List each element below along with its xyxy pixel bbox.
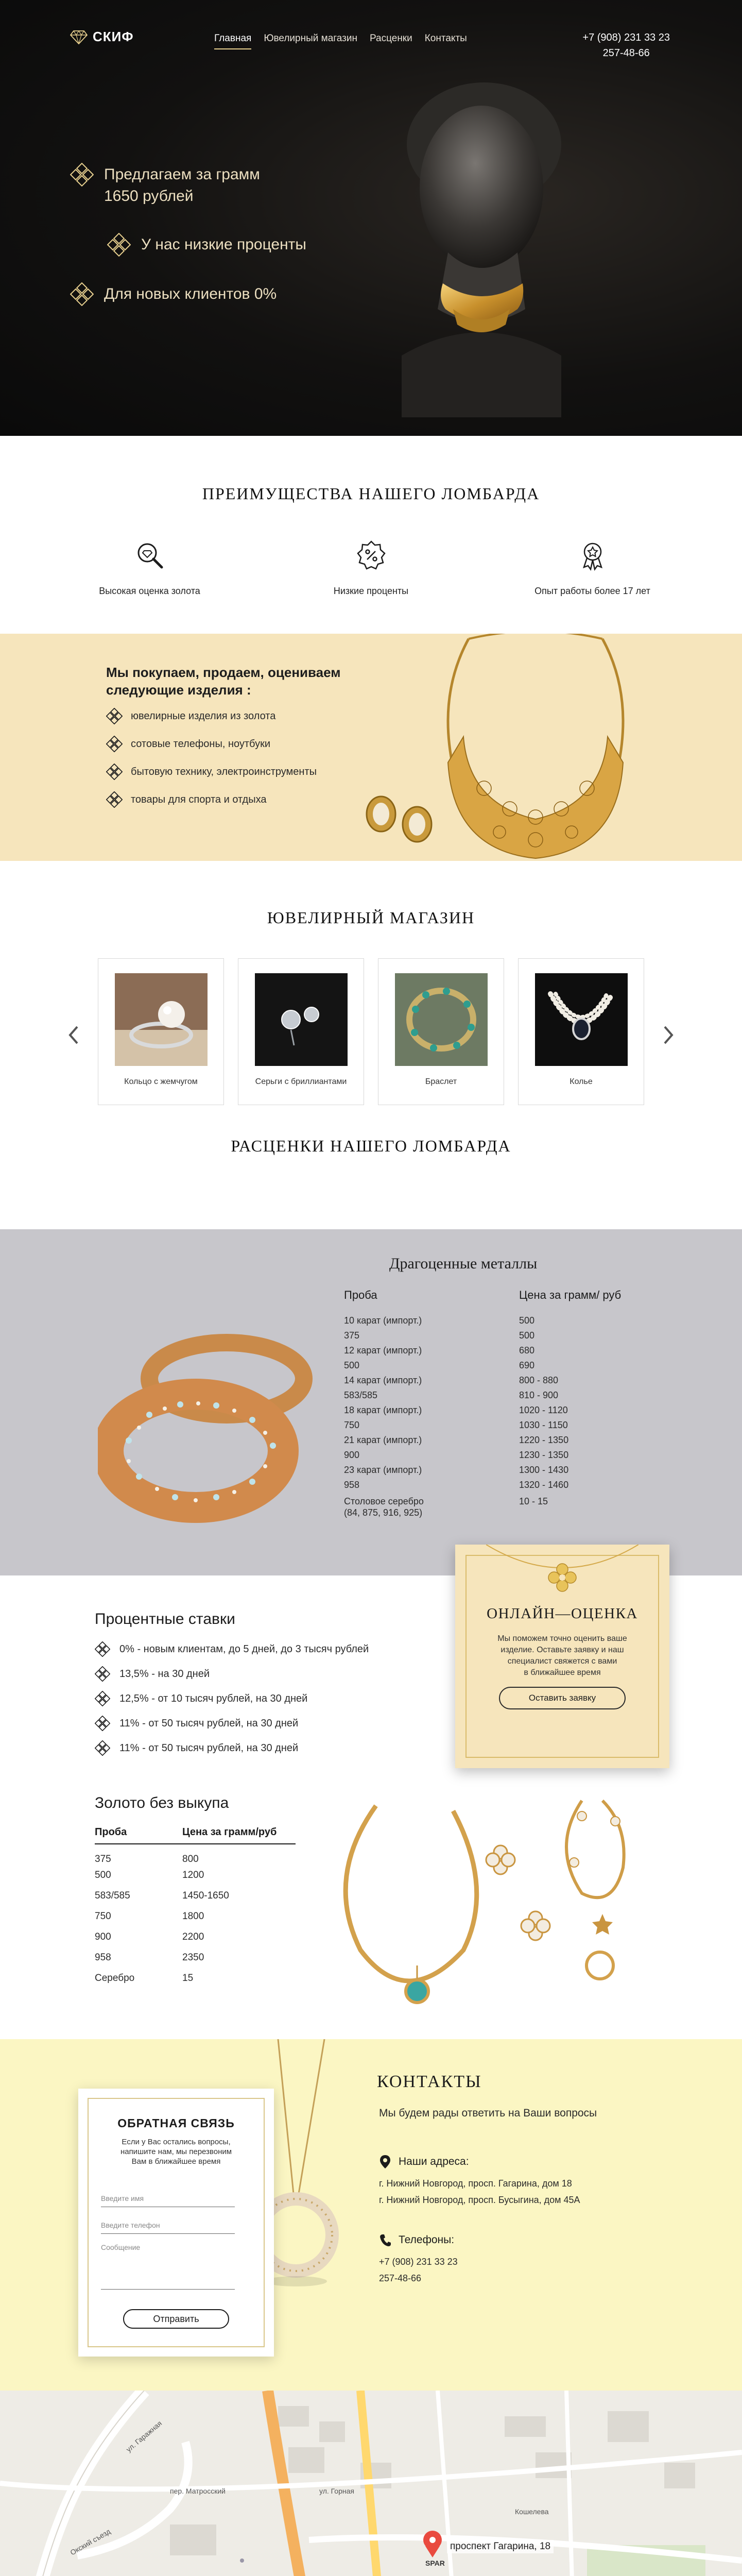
address-line: г. Нижний Новгород, просп. Бусыгина, дом 45А xyxy=(379,2195,580,2205)
list-item xyxy=(95,1716,369,1731)
diamond-earrings-image xyxy=(255,973,348,1066)
header-phones xyxy=(582,30,670,61)
table-cell: 23 карат (импорт.) xyxy=(344,1465,422,1475)
brand-name: СКИФ xyxy=(93,29,134,44)
map-label: пер. Матросский xyxy=(170,2487,226,2495)
pearl-ring-image xyxy=(115,973,208,1066)
list-item xyxy=(106,764,394,780)
online-evaluation-card xyxy=(455,1545,669,1768)
table-cell: 900 xyxy=(95,1931,111,1942)
gold-jewelry-set-image xyxy=(314,1785,654,2022)
table-cell: 2350 xyxy=(182,1952,204,1963)
gold-lace-necklace-image xyxy=(433,634,639,861)
table-row xyxy=(344,1330,621,1345)
map-pin-label: проспект Гагарина, 18 xyxy=(447,2540,554,2553)
table-cell: 15 xyxy=(182,1973,194,1984)
list-item xyxy=(106,791,394,808)
rhombus-ornament-icon xyxy=(95,1740,110,1756)
nav-home[interactable]: Главная xyxy=(214,33,251,49)
magnifier-gem-icon xyxy=(134,539,166,571)
map-label: ул. Гаражная xyxy=(124,2419,164,2454)
map-label: Кошелева xyxy=(515,2507,549,2516)
product-carousel xyxy=(0,958,742,1105)
online-evaluation-text-line2: изделие. Оставьте заявку и наш xyxy=(501,1646,624,1654)
map-stop-label: SPAR xyxy=(425,2559,445,2567)
list-item xyxy=(95,1691,369,1706)
table-row xyxy=(95,1865,296,1886)
table-row xyxy=(344,1480,621,1495)
buy-sell-title xyxy=(106,664,394,699)
table-cell: 12 карат (импорт.) xyxy=(344,1345,422,1355)
table-cell: 500 xyxy=(519,1330,535,1341)
list-item-label: 0% - новым клиентам, до 5 дней, до 3 тысяч рублей xyxy=(119,1643,369,1655)
map-pin-icon xyxy=(379,2155,391,2169)
precious-metals-section xyxy=(0,1229,742,1575)
chevron-left-icon[interactable] xyxy=(67,1025,80,1045)
main-menu xyxy=(214,33,467,49)
list-item-label: 13,5% - на 30 дней xyxy=(119,1668,210,1680)
metals-price-table xyxy=(344,1289,621,1518)
table-cell: 583/585 xyxy=(95,1890,130,1901)
list-item xyxy=(106,708,394,724)
product-card[interactable] xyxy=(238,958,364,1105)
rhombus-ornament-icon xyxy=(106,736,123,752)
advantages-section xyxy=(0,436,742,634)
phone-input[interactable] xyxy=(101,2216,235,2234)
rhombus-ornament-icon xyxy=(95,1666,110,1682)
advantage-low-rates xyxy=(309,539,433,597)
table-cell: 1200 xyxy=(182,1870,204,1880)
feedback-subtitle-line1: Если у Вас остались вопросы, xyxy=(122,2138,231,2146)
name-input[interactable] xyxy=(101,2190,235,2207)
rhombus-ornament-icon xyxy=(107,233,131,257)
top-navigation xyxy=(0,0,742,77)
table-cell: 690 xyxy=(519,1360,535,1370)
street-map[interactable] xyxy=(0,2391,742,2576)
table-row xyxy=(344,1465,621,1480)
product-name: Браслет xyxy=(425,1077,457,1086)
table-cell: 10 карат (импорт.) xyxy=(344,1315,422,1326)
advantage-label: Низкие проценты xyxy=(333,586,409,596)
table-cell: 1020 - 1120 xyxy=(519,1405,568,1415)
rhombus-ornament-icon xyxy=(106,708,123,724)
advantage-label: Высокая оценка золота xyxy=(99,586,200,596)
column-header-price: Цена за грамм/ руб xyxy=(519,1289,622,1301)
table-cell: 958 xyxy=(344,1480,360,1490)
nav-contacts[interactable]: Контакты xyxy=(424,33,467,44)
table-row xyxy=(344,1345,621,1360)
online-evaluation-text-line3: специалист свяжется с вами xyxy=(507,1657,617,1666)
table-cell: 1450-1650 xyxy=(182,1890,229,1901)
bust-with-gold-necklace-image xyxy=(371,67,587,417)
phone-line[interactable]: +7 (908) 231 33 23 xyxy=(379,2257,458,2267)
table-cell: 800 - 880 xyxy=(519,1375,559,1385)
phone-line[interactable]: 257-48-66 xyxy=(379,2273,422,2283)
table-row xyxy=(344,1405,621,1420)
online-evaluation-text xyxy=(471,1633,654,1679)
product-card[interactable] xyxy=(518,958,644,1105)
table-cell: 500 xyxy=(95,1870,111,1880)
table-cell: 958 xyxy=(95,1952,111,1963)
rhombus-ornament-icon xyxy=(95,1716,110,1731)
hero-offers xyxy=(70,164,379,333)
list-item-label: товары для спорта и отдыха xyxy=(131,793,267,805)
contacts-title: КОНТАКТЫ xyxy=(377,2072,482,2091)
table-row xyxy=(344,1450,621,1465)
column-header-price: Цена за грамм/руб xyxy=(182,1826,296,1844)
product-name: Серьги с бриллиантами xyxy=(255,1077,347,1086)
buy-sell-text xyxy=(106,664,394,819)
rhombus-ornament-icon xyxy=(95,1691,110,1706)
jewelry-shop-section xyxy=(0,861,742,1126)
table-cell: 1030 - 1150 xyxy=(519,1420,568,1430)
table-cell: Серебро xyxy=(95,1973,135,1984)
feedback-form xyxy=(78,2089,274,2357)
hero-offer-low-rates xyxy=(107,234,379,257)
product-name: Кольцо с жемчугом xyxy=(124,1077,198,1086)
rates-title: Процентные ставки xyxy=(95,1611,235,1628)
list-item-label: 11% - от 50 тысяч рублей, на 30 дней xyxy=(119,1742,299,1754)
table-cell: 375 xyxy=(344,1330,360,1341)
table-row xyxy=(95,1927,296,1947)
list-item xyxy=(106,736,394,752)
header-phone-mobile[interactable]: +7 (908) 231 33 23 xyxy=(582,32,670,43)
list-item-label: ювелирные изделия из золота xyxy=(131,710,276,722)
phone-icon xyxy=(379,2233,391,2247)
table-row xyxy=(95,1968,296,1989)
hero-offer-new-clients xyxy=(70,283,379,306)
jewelry-shop-title: ЮВЕЛИРНЫЙ МАГАЗИН xyxy=(267,908,475,927)
hero-offer-price-line1: Предлагаем за грамм xyxy=(104,166,260,183)
contacts-subtitle: Мы будем рады ответить на Ваши вопросы xyxy=(379,2107,597,2119)
nav-prices[interactable]: Расценки xyxy=(369,33,412,44)
online-evaluation-title: ОНЛАЙН—ОЦЕНКА xyxy=(487,1605,638,1622)
gold-title: Золото без выкупа xyxy=(95,1794,229,1811)
column-header-probe: Проба xyxy=(95,1826,182,1844)
list-item-label: бытовую технику, электроинструменты xyxy=(131,766,317,777)
advantages-list xyxy=(0,539,742,597)
rhombus-ornament-icon xyxy=(70,282,94,306)
table-cell: 680 xyxy=(519,1345,535,1355)
rates-list xyxy=(95,1641,369,1765)
nav-jewelry-shop[interactable]: Ювелирный магазин xyxy=(264,33,357,44)
metals-title: Драгоценные металлы xyxy=(389,1255,538,1272)
table-cell: 1230 - 1350 xyxy=(519,1450,569,1460)
table-row xyxy=(95,1844,296,1865)
gemstone-bracelet-image xyxy=(395,973,488,1066)
addresses-block xyxy=(379,2155,580,2208)
table-cell: 500 xyxy=(344,1360,360,1370)
list-item xyxy=(95,1740,369,1756)
gold-price-table xyxy=(95,1826,296,1989)
table-cell: 750 xyxy=(344,1420,360,1430)
online-evaluation-text-line1: Мы поможем точно оценить ваше xyxy=(497,1634,627,1643)
table-cell: 800 xyxy=(182,1854,199,1865)
table-cell: 14 карат (импорт.) xyxy=(344,1375,422,1385)
advantages-title: ПРЕИМУЩЕСТВА НАШЕГО ЛОМБАРДА xyxy=(202,484,540,503)
hero-offer-new-clients-text: Для новых клиентов 0% xyxy=(104,285,277,302)
rhombus-ornament-icon xyxy=(106,764,123,780)
table-row xyxy=(95,1906,296,1927)
buy-sell-title-line2: следующие изделия : xyxy=(106,682,251,698)
list-item-label: сотовые телефоны, ноутбуки xyxy=(131,738,270,750)
hero-offer-price xyxy=(70,164,379,207)
feedback-subtitle-line3: Вам в ближайшее время xyxy=(131,2157,221,2166)
table-cell: 500 xyxy=(519,1315,535,1326)
feedback-subtitle xyxy=(99,2137,253,2166)
silver-label-line2: (84, 875, 916, 925) xyxy=(344,1507,423,1518)
table-row xyxy=(344,1315,621,1330)
phones-heading xyxy=(379,2233,458,2247)
buy-sell-list xyxy=(106,708,394,808)
prices-header xyxy=(0,1126,742,1229)
table-cell: 583/585 xyxy=(344,1390,378,1400)
map-section[interactable] xyxy=(0,2391,742,2576)
award-medal-icon xyxy=(577,539,609,571)
header-phone-city[interactable]: 257-48-66 xyxy=(602,47,650,59)
product-card[interactable] xyxy=(378,958,504,1105)
hero-section xyxy=(0,0,742,436)
send-button[interactable]: Отправить xyxy=(123,2309,229,2329)
table-row xyxy=(344,1360,621,1375)
phones-heading-label: Телефоны: xyxy=(399,2234,455,2246)
chevron-right-icon[interactable] xyxy=(662,1025,675,1045)
table-row xyxy=(95,1947,296,1968)
advantage-experience xyxy=(531,539,654,597)
table-row xyxy=(344,1435,621,1450)
feedback-subtitle-line2: напишите нам, мы перезвоним xyxy=(120,2147,232,2156)
table-cell: 375 xyxy=(95,1854,111,1865)
phones-block xyxy=(379,2233,458,2286)
addresses-heading xyxy=(379,2155,580,2169)
advantage-label: Опыт работы более 17 лет xyxy=(534,586,650,596)
clover-pendant-image xyxy=(486,1545,639,1606)
prices-title: РАСЦЕНКИ НАШЕГО ЛОМБАРДА xyxy=(231,1137,511,1155)
address-line: г. Нижний Новгород, просп. Гагарина, дом 18 xyxy=(379,2178,572,2189)
message-input[interactable] xyxy=(101,2243,235,2290)
silver-label-line1: Столовое серебро xyxy=(344,1496,424,1506)
percent-badge-icon xyxy=(355,539,387,571)
table-cell: 1220 - 1350 xyxy=(519,1435,569,1445)
product-card[interactable] xyxy=(98,958,224,1105)
buy-sell-title-line1: Мы покупаем, продаем, оцениваем xyxy=(106,665,341,680)
rhombus-ornament-icon xyxy=(106,791,123,808)
table-cell: 21 карат (импорт.) xyxy=(344,1435,422,1445)
hero-offer-price-line2: 1650 рублей xyxy=(104,188,194,205)
table-row xyxy=(344,1420,621,1435)
online-evaluation-text-line4: в ближайшее время xyxy=(524,1668,601,1677)
product-name: Колье xyxy=(570,1077,593,1086)
advantage-high-valuation xyxy=(88,539,212,597)
map-label: Окский съезд xyxy=(68,2527,112,2557)
list-item xyxy=(95,1666,369,1682)
table-cell: 900 xyxy=(344,1450,360,1460)
table-row xyxy=(344,1495,621,1518)
list-item xyxy=(95,1641,369,1657)
interest-rates-section xyxy=(0,1575,742,1785)
table-cell: 1320 - 1460 xyxy=(519,1480,569,1490)
table-cell: 1800 xyxy=(182,1911,204,1922)
gold-rings-image xyxy=(98,1317,314,1544)
addresses-heading-label: Наши адреса: xyxy=(399,2156,469,2167)
contacts-section xyxy=(0,2039,742,2391)
table-cell: 18 карат (импорт.) xyxy=(344,1405,422,1415)
gold-no-buyout-section xyxy=(0,1785,742,2039)
table-row xyxy=(344,1375,621,1390)
buy-sell-section xyxy=(0,634,742,861)
table-cell: 750 xyxy=(95,1911,111,1922)
diamond-logo-icon xyxy=(70,30,88,44)
pearl-necklace-image xyxy=(535,973,628,1066)
gold-earrings-image xyxy=(360,788,438,850)
table-cell: 1300 - 1430 xyxy=(519,1465,569,1475)
rhombus-ornament-icon xyxy=(70,163,94,187)
hero-offer-low-rates-text: У нас низкие проценты xyxy=(141,236,306,253)
list-item-label: 12,5% - от 10 тысяч рублей, на 30 дней xyxy=(119,1692,308,1704)
map-label: ул. Горная xyxy=(319,2487,354,2495)
table-cell: 810 - 900 xyxy=(519,1390,559,1400)
feedback-title: ОБРАТНАЯ СВЯЗЬ xyxy=(117,2116,235,2130)
column-header-probe: Проба xyxy=(344,1289,377,1301)
table-cell: 10 - 15 xyxy=(519,1496,548,1506)
list-item-label: 11% - от 50 тысяч рублей, на 30 дней xyxy=(119,1717,299,1729)
rhombus-ornament-icon xyxy=(95,1641,110,1657)
table-cell: 2200 xyxy=(182,1931,204,1942)
table-row xyxy=(344,1390,621,1405)
table-row xyxy=(95,1886,296,1906)
leave-request-button[interactable]: Оставить заявку xyxy=(499,1687,626,1709)
table-cell-silver xyxy=(344,1495,519,1518)
logo[interactable] xyxy=(70,29,134,45)
